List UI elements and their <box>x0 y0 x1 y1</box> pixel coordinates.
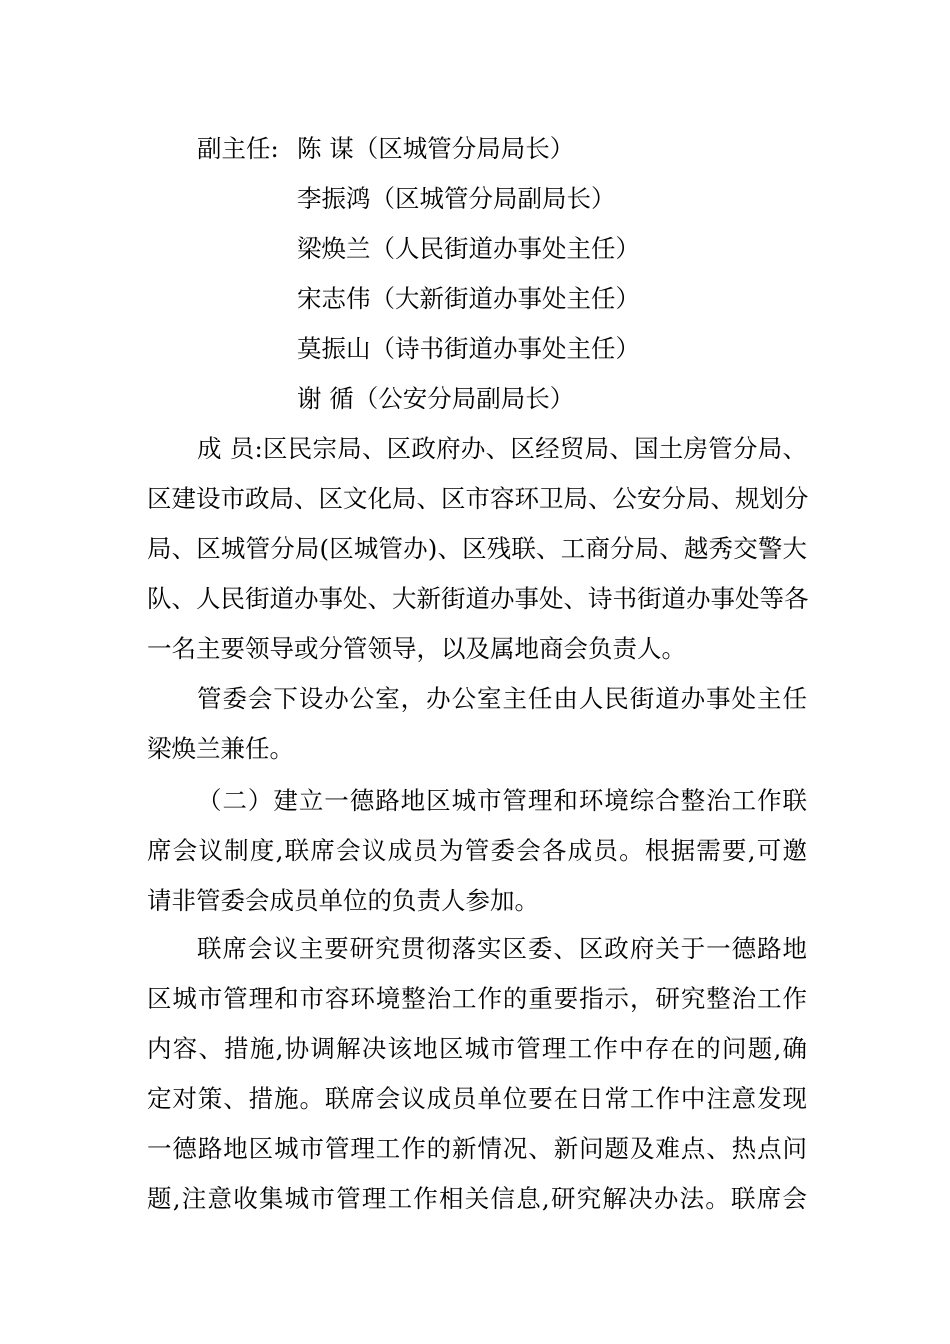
paragraph-line: 成 员:区民宗局、区政府办、区经贸局、国土房管分局、 <box>197 434 807 463</box>
paragraph-line: 内容、措施,协调解决该地区城市管理工作中存在的问题,确 <box>147 1034 807 1063</box>
vice-director-entry: 梁焕兰（人民街道办事处主任） <box>297 234 640 263</box>
paragraph-line: 一名主要领导或分管领导，以及属地商会负责人。 <box>147 634 686 663</box>
paragraph-line: 管委会下设办公室，办公室主任由人民街道办事处主任 <box>197 684 807 713</box>
vice-director-entry: 李振鸿（区城管分局副局长） <box>297 184 616 213</box>
paragraph-line: 一德路地区城市管理工作的新情况、新问题及难点、热点问 <box>147 1134 807 1163</box>
vice-director-entry: 莫振山（诗书街道办事处主任） <box>297 334 640 363</box>
vice-director-entry: 陈 谋（区城管分局局长） <box>297 134 575 163</box>
paragraph-line: 队、人民街道办事处、大新街道办事处、诗书街道办事处等各 <box>147 584 809 613</box>
paragraph-line: 定对策、措施。联席会议成员单位要在日常工作中注意发现 <box>147 1084 807 1113</box>
vice-director-entry: 谢 循（公安分局副局长） <box>297 384 575 413</box>
paragraph-line: 梁焕兰兼任。 <box>147 734 294 763</box>
paragraph-line: 联席会议主要研究贯彻落实区委、区政府关于一德路地 <box>197 934 807 963</box>
vice-director-label: 副主任: <box>197 134 279 163</box>
paragraph-line: 局、区城管分局(区城管办)、区残联、工商分局、越秀交警大 <box>147 534 807 563</box>
paragraph-line: 席会议制度,联席会议成员为管委会各成员。根据需要,可邀 <box>147 836 807 865</box>
paragraph-line: 区城市管理和市容环境整治工作的重要指示，研究整治工作 <box>147 984 807 1013</box>
paragraph-line: 请非管委会成员单位的负责人参加。 <box>147 886 539 915</box>
paragraph-line: 题,注意收集城市管理工作相关信息,研究解决办法。联席会 <box>147 1184 807 1213</box>
vice-director-entry: 宋志伟（大新街道办事处主任） <box>297 284 640 313</box>
paragraph-line: 区建设市政局、区文化局、区市容环卫局、公安分局、规划分 <box>147 484 809 513</box>
paragraph-line: （二）建立一德路地区城市管理和环境综合整治工作联 <box>197 786 807 815</box>
